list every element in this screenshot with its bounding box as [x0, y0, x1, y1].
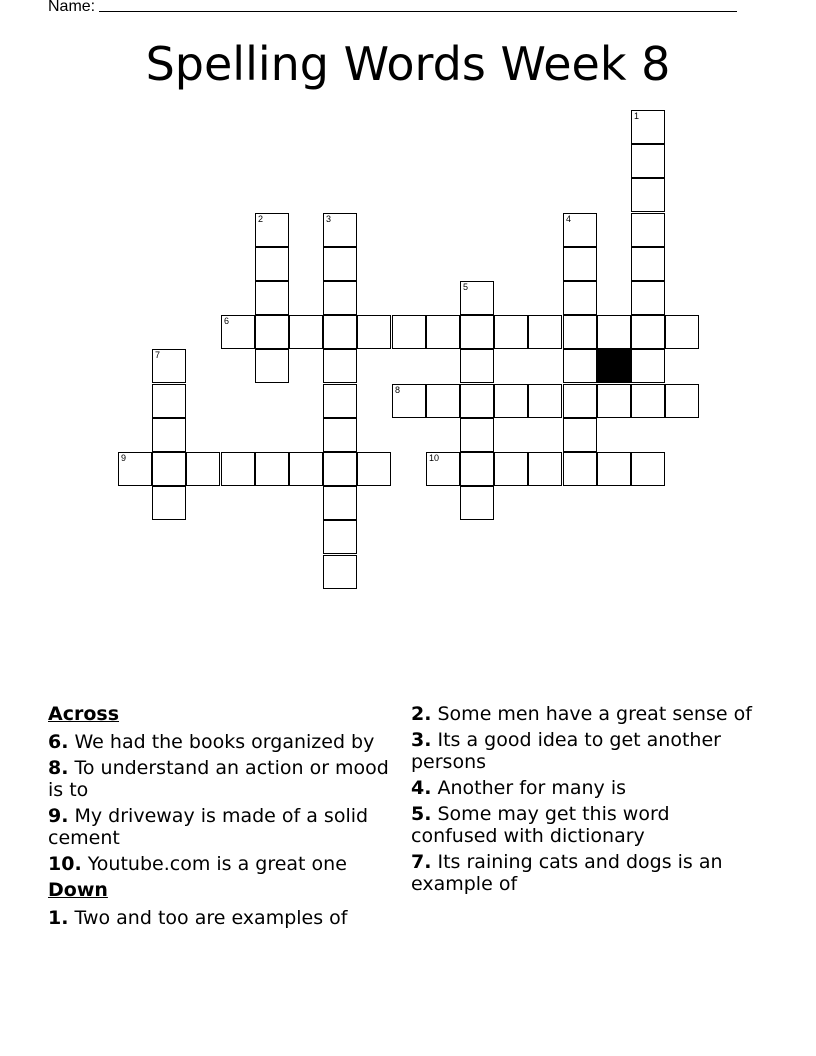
grid-cell[interactable] [323, 520, 357, 554]
page-title: Spelling Words Week 8 [145, 37, 671, 91]
clue-text: Youtube.com is a great one [87, 853, 347, 875]
grid-cell[interactable] [152, 349, 186, 383]
clue-down-3 [411, 729, 761, 773]
grid-cell[interactable] [289, 315, 323, 349]
grid-cell[interactable] [255, 247, 289, 281]
clue-number: 2. [411, 703, 432, 725]
clues-left-column [48, 703, 393, 933]
name-label: Name: [48, 0, 96, 15]
grid-cell[interactable] [152, 384, 186, 418]
clue-text: To understand an action or mood is to [48, 757, 389, 801]
grid-cell[interactable] [221, 315, 255, 349]
grid-cell[interactable] [563, 384, 597, 418]
clue-number: 1. [48, 907, 69, 929]
clue-text: Its raining cats and dogs is an example of [411, 851, 723, 895]
grid-cell[interactable] [323, 281, 357, 315]
down-heading: Down [48, 879, 108, 901]
grid-cell[interactable] [357, 452, 391, 486]
grid-cell[interactable] [426, 384, 460, 418]
clue-number: 8. [48, 757, 69, 779]
grid-cell[interactable] [255, 281, 289, 315]
grid-cell[interactable] [460, 452, 494, 486]
clue-down-1 [48, 907, 393, 929]
cell-number: 6 [224, 316, 230, 326]
grid-cell[interactable] [392, 315, 426, 349]
grid-cell[interactable] [221, 452, 255, 486]
grid-cell[interactable] [563, 281, 597, 315]
grid-cell[interactable] [631, 110, 665, 144]
clue-number: 7. [411, 851, 432, 873]
grid-cell[interactable] [631, 144, 665, 178]
grid-cell[interactable] [528, 315, 562, 349]
clue-text: We had the books organized by [74, 731, 375, 753]
grid-cell[interactable] [631, 178, 665, 212]
grid-cell[interactable] [631, 247, 665, 281]
cell-number: 7 [155, 350, 161, 360]
grid-cell[interactable] [460, 486, 494, 520]
grid-cell[interactable] [323, 555, 357, 589]
grid-cell[interactable] [460, 418, 494, 452]
clue-number: 6. [48, 731, 69, 753]
grid-cell[interactable] [152, 452, 186, 486]
black-cell [597, 349, 631, 383]
cell-number: 2 [258, 214, 264, 224]
grid-cell[interactable] [323, 418, 357, 452]
grid-cell[interactable] [494, 384, 528, 418]
grid-cell[interactable] [152, 486, 186, 520]
clue-number: 10. [48, 853, 82, 875]
grid-cell[interactable] [631, 315, 665, 349]
grid-cell[interactable] [563, 213, 597, 247]
clue-number: 4. [411, 777, 432, 799]
grid-cell[interactable] [460, 281, 494, 315]
grid-cell[interactable] [631, 213, 665, 247]
grid-cell[interactable] [255, 349, 289, 383]
grid-cell[interactable] [323, 384, 357, 418]
cell-number: 10 [429, 453, 440, 463]
grid-cell[interactable] [460, 349, 494, 383]
clue-text: Two and too are examples of [74, 907, 348, 929]
grid-cell[interactable] [494, 315, 528, 349]
grid-cell[interactable] [563, 315, 597, 349]
grid-cell[interactable] [597, 315, 631, 349]
grid-cell[interactable] [323, 315, 357, 349]
name-field[interactable] [48, 0, 737, 16]
grid-cell[interactable] [152, 418, 186, 452]
clue-text: Its a good idea to get another persons [411, 729, 721, 773]
clue-down-4 [411, 777, 761, 799]
clue-number: 9. [48, 805, 69, 827]
cell-number: 8 [395, 385, 401, 395]
cell-number: 5 [463, 282, 469, 292]
clues-right-column [411, 703, 761, 899]
grid-cell[interactable] [323, 213, 357, 247]
grid-cell[interactable] [323, 486, 357, 520]
grid-cell[interactable] [597, 384, 631, 418]
grid-cell[interactable] [494, 452, 528, 486]
grid-cell[interactable] [323, 349, 357, 383]
grid-cell[interactable] [460, 315, 494, 349]
grid-cell[interactable] [255, 452, 289, 486]
grid-cell[interactable] [357, 315, 391, 349]
grid-cell[interactable] [665, 384, 699, 418]
cell-number: 1 [634, 111, 640, 121]
grid-cell[interactable] [528, 384, 562, 418]
grid-cell[interactable] [460, 384, 494, 418]
grid-cell[interactable] [426, 315, 460, 349]
cell-number: 3 [326, 214, 332, 224]
grid-cell[interactable] [426, 452, 460, 486]
grid-cell[interactable] [528, 452, 562, 486]
clue-text: Another for many is [437, 777, 627, 799]
grid-cell[interactable] [597, 452, 631, 486]
grid-cell[interactable] [323, 247, 357, 281]
clue-across-6 [48, 731, 393, 753]
grid-cell[interactable] [392, 384, 426, 418]
clue-number: 5. [411, 803, 432, 825]
clue-down-5 [411, 803, 761, 847]
grid-cell[interactable] [563, 418, 597, 452]
grid-cell[interactable] [631, 384, 665, 418]
grid-cell[interactable] [563, 349, 597, 383]
grid-cell[interactable] [118, 452, 152, 486]
grid-cell[interactable] [323, 452, 357, 486]
grid-cell[interactable] [631, 281, 665, 315]
grid-cell[interactable] [255, 213, 289, 247]
grid-cell[interactable] [255, 315, 289, 349]
clue-text: Some may get this word confused with dictionary [411, 803, 670, 847]
grid-cell[interactable] [289, 452, 323, 486]
cell-number: 9 [121, 453, 127, 463]
clue-text: Some men have a great sense of [437, 703, 752, 725]
clue-across-10 [48, 853, 393, 875]
clue-number: 3. [411, 729, 432, 751]
grid-cell[interactable] [563, 247, 597, 281]
cell-number: 4 [566, 214, 572, 224]
clue-across-8 [48, 757, 393, 801]
clue-down-2 [411, 703, 761, 725]
clue-text: My driveway is made of a solid cement [48, 805, 369, 849]
clue-down-7 [411, 851, 761, 895]
grid-cell[interactable] [563, 452, 597, 486]
grid-cell[interactable] [665, 315, 699, 349]
grid-cell[interactable] [631, 452, 665, 486]
grid-cell[interactable] [186, 452, 220, 486]
across-heading: Across [48, 703, 120, 725]
name-underline[interactable] [99, 11, 737, 12]
clue-across-9 [48, 805, 393, 849]
grid-cell[interactable] [631, 349, 665, 383]
